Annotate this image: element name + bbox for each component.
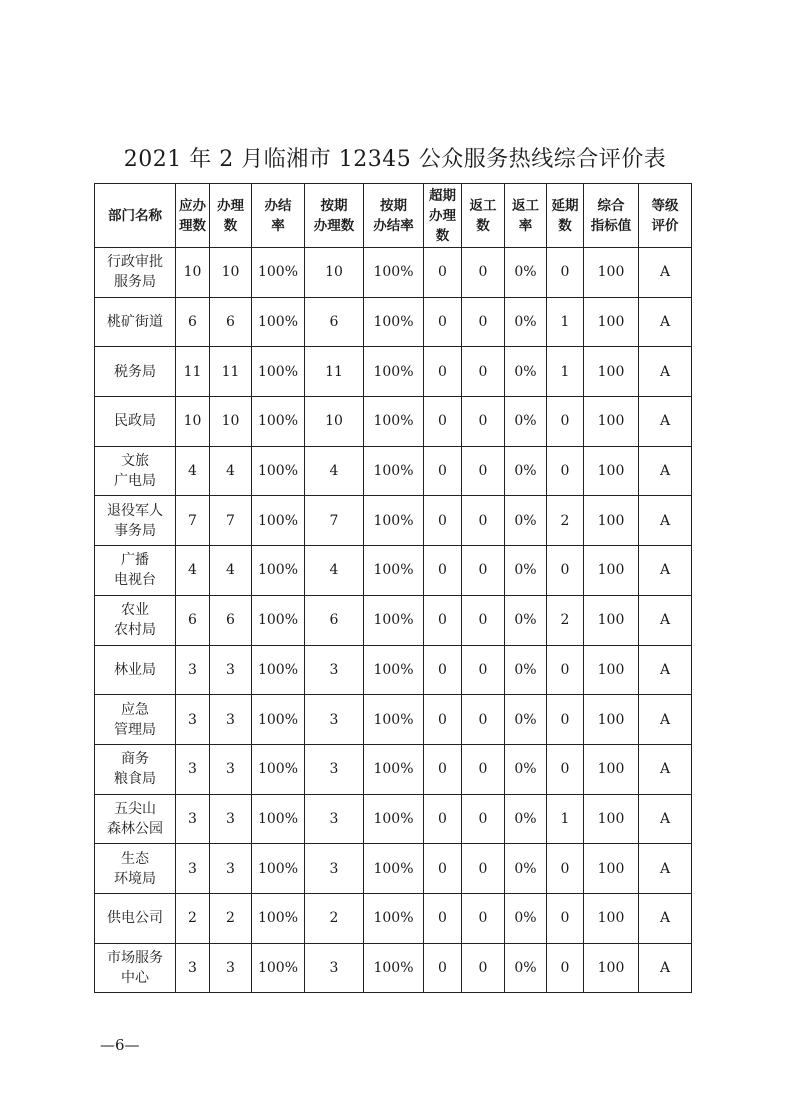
table-cell: 0 xyxy=(424,297,462,347)
table-cell: 100 xyxy=(584,893,639,943)
column-header: 部门名称 xyxy=(95,184,176,248)
table-cell: 4 xyxy=(176,446,210,496)
table-cell: 3 xyxy=(305,645,364,695)
table-cell: 100% xyxy=(364,844,424,894)
table-cell: A xyxy=(639,297,692,347)
table-cell: A xyxy=(639,744,692,794)
table-cell: 4 xyxy=(176,546,210,596)
table-cell: A xyxy=(639,248,692,298)
table-cell: 0 xyxy=(424,496,462,546)
table-cell: A xyxy=(639,496,692,546)
column-header: 按期 办理数 xyxy=(305,184,364,248)
table-cell: 3 xyxy=(176,645,210,695)
table-cell: A xyxy=(639,446,692,496)
department-name-cell: 民政局 xyxy=(95,397,176,447)
table-cell: 0% xyxy=(505,595,547,645)
table-cell: 0 xyxy=(462,496,505,546)
table-cell: 6 xyxy=(305,297,364,347)
table-cell: 0% xyxy=(505,496,547,546)
department-name-cell: 文旅 广电局 xyxy=(95,446,176,496)
table-cell: 3 xyxy=(305,744,364,794)
table-cell: 100 xyxy=(584,595,639,645)
table-cell: 100% xyxy=(364,446,424,496)
table-cell: A xyxy=(639,695,692,745)
table-cell: 4 xyxy=(305,446,364,496)
department-name-cell: 商务 粮食局 xyxy=(95,744,176,794)
table-row xyxy=(95,794,692,844)
table-cell: A xyxy=(639,844,692,894)
department-name-cell: 税务局 xyxy=(95,347,176,397)
table-cell: 0 xyxy=(424,645,462,695)
table-row xyxy=(95,595,692,645)
page-title: 2021 年 2 月临湘市 12345 公众服务热线综合评价表 xyxy=(123,147,667,172)
column-header: 按期 办结率 xyxy=(364,184,424,248)
table-cell: 3 xyxy=(176,695,210,745)
table-row xyxy=(95,943,692,993)
table-cell: 100 xyxy=(584,794,639,844)
column-header: 应办 理数 xyxy=(176,184,210,248)
table-cell: 100% xyxy=(252,546,305,596)
table-cell: 0 xyxy=(424,397,462,447)
department-name-cell: 五尖山 森林公园 xyxy=(95,794,176,844)
table-cell: 0% xyxy=(505,347,547,397)
column-header: 返工 数 xyxy=(462,184,505,248)
table-cell: 100% xyxy=(252,347,305,397)
table-cell: 100% xyxy=(364,893,424,943)
column-header: 办理 数 xyxy=(210,184,252,248)
table-row xyxy=(95,893,692,943)
table-cell: 0 xyxy=(424,844,462,894)
table-cell: 4 xyxy=(210,546,252,596)
table-cell: 11 xyxy=(210,347,252,397)
table-cell: 0 xyxy=(547,397,584,447)
table-cell: 0 xyxy=(462,744,505,794)
table-cell: 0 xyxy=(462,248,505,298)
table-cell: 100% xyxy=(252,496,305,546)
table-cell: 0 xyxy=(424,893,462,943)
table-cell: 3 xyxy=(305,844,364,894)
table-row xyxy=(95,695,692,745)
table-cell: A xyxy=(639,893,692,943)
table-cell: 0 xyxy=(547,844,584,894)
table-cell: 0% xyxy=(505,397,547,447)
table-cell: 0 xyxy=(424,347,462,397)
table-cell: 0% xyxy=(505,695,547,745)
table-cell: 6 xyxy=(210,595,252,645)
table-cell: 100 xyxy=(584,744,639,794)
table-cell: 3 xyxy=(210,744,252,794)
table-cell: 1 xyxy=(547,297,584,347)
table-cell: 10 xyxy=(305,248,364,298)
table-cell: 10 xyxy=(305,397,364,447)
table-cell: 7 xyxy=(210,496,252,546)
table-cell: 10 xyxy=(210,397,252,447)
column-header: 返工 率 xyxy=(505,184,547,248)
table-cell: A xyxy=(639,645,692,695)
table-cell: 10 xyxy=(210,248,252,298)
table-cell: A xyxy=(639,397,692,447)
department-name-cell: 桃矿街道 xyxy=(95,297,176,347)
table-cell: 0% xyxy=(505,446,547,496)
table-cell: 100% xyxy=(252,446,305,496)
table-cell: 3 xyxy=(210,794,252,844)
table-cell: 3 xyxy=(176,794,210,844)
table-cell: 0 xyxy=(547,546,584,596)
table-cell: 0% xyxy=(505,248,547,298)
table-cell: 4 xyxy=(305,546,364,596)
table-cell: 100% xyxy=(364,397,424,447)
table-cell: 100% xyxy=(252,744,305,794)
table-cell: 3 xyxy=(210,943,252,993)
table-body xyxy=(95,248,692,993)
table-cell: 100 xyxy=(584,248,639,298)
table-cell: 0 xyxy=(547,645,584,695)
table-cell: 100% xyxy=(252,248,305,298)
table-cell: 100 xyxy=(584,695,639,745)
table-cell: 3 xyxy=(210,844,252,894)
table-cell: A xyxy=(639,546,692,596)
department-name-cell: 应急 管理局 xyxy=(95,695,176,745)
table-cell: 0 xyxy=(462,297,505,347)
table-cell: 0 xyxy=(547,248,584,298)
table-cell: 100 xyxy=(584,297,639,347)
table-cell: 100 xyxy=(584,844,639,894)
table-cell: A xyxy=(639,794,692,844)
table-cell: 0 xyxy=(462,893,505,943)
table-cell: A xyxy=(639,347,692,397)
table-cell: 11 xyxy=(305,347,364,397)
table-cell: 10 xyxy=(176,248,210,298)
table-cell: 100% xyxy=(364,744,424,794)
table-cell: 0 xyxy=(462,397,505,447)
column-header: 等级 评价 xyxy=(639,184,692,248)
table-cell: 2 xyxy=(210,893,252,943)
table-cell: 7 xyxy=(305,496,364,546)
column-header: 超期 办理 数 xyxy=(424,184,462,248)
table-row xyxy=(95,297,692,347)
table-cell: 6 xyxy=(176,297,210,347)
table-cell: 0 xyxy=(462,943,505,993)
table-cell: 100 xyxy=(584,496,639,546)
table-cell: 100% xyxy=(252,645,305,695)
table-cell: 3 xyxy=(305,695,364,745)
department-name-cell: 广播 电视台 xyxy=(95,546,176,596)
table-cell: 100% xyxy=(364,645,424,695)
table-cell: A xyxy=(639,943,692,993)
table-cell: 100% xyxy=(252,893,305,943)
table-cell: 100% xyxy=(364,595,424,645)
table-cell: 100% xyxy=(364,297,424,347)
table-cell: 0 xyxy=(424,794,462,844)
table-cell: 0 xyxy=(424,695,462,745)
table-cell: 3 xyxy=(176,943,210,993)
table-cell: 3 xyxy=(176,744,210,794)
column-header: 办结 率 xyxy=(252,184,305,248)
department-name-cell: 市场服务 中心 xyxy=(95,943,176,993)
department-name-cell: 生态 环境局 xyxy=(95,844,176,894)
table-cell: 0% xyxy=(505,546,547,596)
table-cell: 100% xyxy=(364,943,424,993)
table-cell: 0 xyxy=(462,546,505,596)
table-cell: 3 xyxy=(305,943,364,993)
table-cell: 100% xyxy=(364,695,424,745)
table-cell: 100 xyxy=(584,546,639,596)
table-cell: 0% xyxy=(505,844,547,894)
table-cell: 100 xyxy=(584,446,639,496)
table-cell: 0 xyxy=(424,595,462,645)
table-cell: 0 xyxy=(424,546,462,596)
table-cell: 0% xyxy=(505,893,547,943)
table-cell: 0% xyxy=(505,645,547,695)
table-cell: 0 xyxy=(462,347,505,397)
table-cell: 2 xyxy=(305,893,364,943)
table-cell: 6 xyxy=(210,297,252,347)
table-row xyxy=(95,248,692,298)
table-cell: 0 xyxy=(547,744,584,794)
page-number: —6— xyxy=(100,1036,140,1054)
table-cell: 2 xyxy=(176,893,210,943)
table-cell: 0 xyxy=(462,794,505,844)
department-name-cell: 退役军人 事务局 xyxy=(95,496,176,546)
table-header-row xyxy=(95,184,692,248)
table-cell: 0% xyxy=(505,744,547,794)
table-cell: 6 xyxy=(176,595,210,645)
table-cell: 0% xyxy=(505,943,547,993)
table-cell: 0 xyxy=(462,695,505,745)
table-row xyxy=(95,446,692,496)
table-cell: 100% xyxy=(364,347,424,397)
table-cell: 100% xyxy=(252,595,305,645)
table-row xyxy=(95,844,692,894)
table-cell: 4 xyxy=(210,446,252,496)
table-cell: 100 xyxy=(584,645,639,695)
table-cell: 100% xyxy=(364,496,424,546)
table-cell: 2 xyxy=(547,595,584,645)
table-cell: 0 xyxy=(424,248,462,298)
table-cell: 100% xyxy=(364,794,424,844)
table-cell: 100% xyxy=(252,695,305,745)
table-cell: 100% xyxy=(252,943,305,993)
table-cell: 0% xyxy=(505,297,547,347)
evaluation-table xyxy=(94,183,692,993)
table-row xyxy=(95,546,692,596)
table-cell: 100% xyxy=(364,546,424,596)
table-cell: 0 xyxy=(547,943,584,993)
table-cell: 0 xyxy=(462,446,505,496)
table-cell: 3 xyxy=(176,844,210,894)
department-name-cell: 农业 农村局 xyxy=(95,595,176,645)
table-row xyxy=(95,347,692,397)
department-name-cell: 林业局 xyxy=(95,645,176,695)
table-cell: 1 xyxy=(547,794,584,844)
table-cell: 2 xyxy=(547,496,584,546)
table-row xyxy=(95,397,692,447)
table-cell: 3 xyxy=(305,794,364,844)
table-cell: 11 xyxy=(176,347,210,397)
department-name-cell: 行政审批 服务局 xyxy=(95,248,176,298)
table-row xyxy=(95,645,692,695)
table-cell: A xyxy=(639,595,692,645)
table-cell: 0 xyxy=(462,844,505,894)
table-cell: 0% xyxy=(505,794,547,844)
table-row xyxy=(95,496,692,546)
table-cell: 100% xyxy=(252,297,305,347)
table-cell: 0 xyxy=(462,595,505,645)
table-cell: 0 xyxy=(547,893,584,943)
table-cell: 3 xyxy=(210,695,252,745)
column-header: 综合 指标值 xyxy=(584,184,639,248)
table-cell: 0 xyxy=(547,695,584,745)
department-name-cell: 供电公司 xyxy=(95,893,176,943)
table-cell: 100% xyxy=(252,844,305,894)
table-cell: 100 xyxy=(584,943,639,993)
table-cell: 3 xyxy=(210,645,252,695)
table-cell: 7 xyxy=(176,496,210,546)
table-cell: 0 xyxy=(462,645,505,695)
column-header: 延期 数 xyxy=(547,184,584,248)
table-cell: 0 xyxy=(424,943,462,993)
table-cell: 1 xyxy=(547,347,584,397)
table-cell: 100 xyxy=(584,397,639,447)
table-row xyxy=(95,744,692,794)
table-cell: 100 xyxy=(584,347,639,397)
table-cell: 10 xyxy=(176,397,210,447)
table-cell: 0 xyxy=(424,446,462,496)
table-cell: 0 xyxy=(547,446,584,496)
table-cell: 0 xyxy=(424,744,462,794)
table-cell: 100% xyxy=(252,397,305,447)
table-cell: 6 xyxy=(305,595,364,645)
table-cell: 100% xyxy=(252,794,305,844)
table-cell: 100% xyxy=(364,248,424,298)
